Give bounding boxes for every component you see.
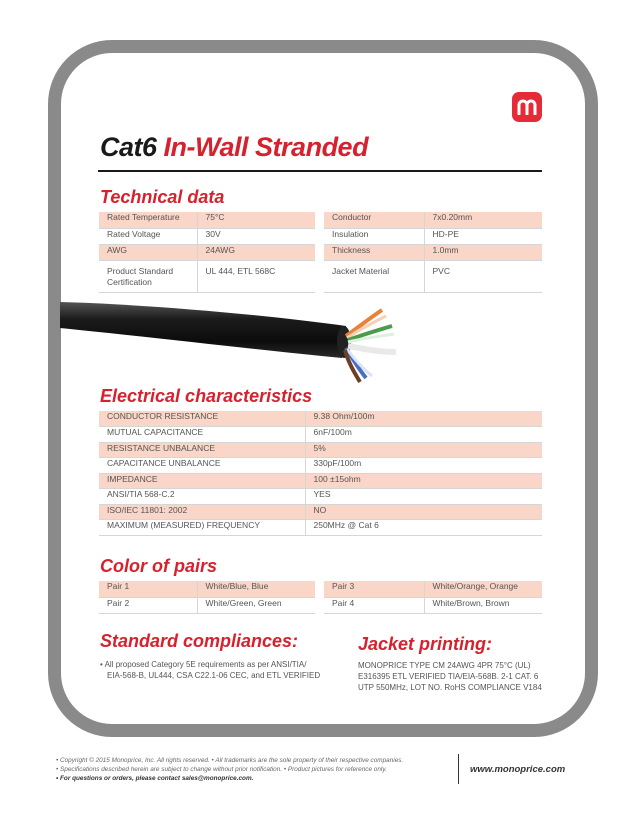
- jacket-line: MONOPRICE TYPE CM 24AWG 4PR 75°C (UL): [358, 661, 531, 670]
- pair-value: White/Orange, Orange: [424, 581, 542, 597]
- spec-label: MAXIMUM (MEASURED) FREQUENCY: [99, 520, 305, 536]
- table-row: [99, 228, 315, 244]
- spec-value: 6nF/100m: [305, 427, 542, 443]
- spec-value: 100 ±15ohm: [305, 473, 542, 489]
- table-row: [324, 597, 542, 613]
- spec-value: 7x0.20mm: [424, 212, 542, 228]
- footer-line: • Copyright © 2015 Monoprice, Inc. All rights reserved. • All trademarks are the sole property of their respective companies.: [56, 757, 404, 764]
- table-row: [99, 520, 542, 536]
- spec-value: PVC: [424, 260, 542, 292]
- compliances-line: • All proposed Category 5E requirements as per ANSI/TIA/: [100, 660, 307, 669]
- spec-label: RESISTANCE UNBALANCE: [99, 442, 305, 458]
- spec-value: HD-PE: [424, 228, 542, 244]
- pair-label: Pair 4: [324, 597, 424, 613]
- table-row: [99, 504, 542, 520]
- website-link[interactable]: www.monoprice.com: [470, 764, 566, 775]
- spec-value: 24AWG: [197, 244, 315, 260]
- pairs-table-left: [99, 581, 315, 614]
- spec-value: 75°C: [197, 212, 315, 228]
- compliances-line: EIA-568-B, UL444, CSA C22.1-06 CEC, and ETL VERIFIED: [107, 671, 321, 680]
- table-row: [99, 581, 315, 597]
- spec-label: Rated Temperature: [99, 212, 197, 228]
- spec-label: MUTUAL CAPACITANCE: [99, 427, 305, 443]
- jacket-line: E316395 ETL VERIFIED TIA/EIA-568B. 2-1 CAT. 6: [358, 672, 539, 681]
- pair-label: Pair 1: [99, 581, 197, 597]
- spec-label: Thickness: [324, 244, 424, 260]
- table-row: [324, 228, 542, 244]
- spec-value: 9.38 Ohm/100m: [305, 411, 542, 427]
- spec-value: 1.0mm: [424, 244, 542, 260]
- footer-notes: [56, 756, 403, 783]
- spec-label: Insulation: [324, 228, 424, 244]
- table-row: [99, 427, 542, 443]
- table-row: [99, 244, 315, 260]
- pair-value: White/Blue, Blue: [197, 581, 315, 597]
- pair-label: Pair 2: [99, 597, 197, 613]
- table-row: [99, 473, 542, 489]
- spec-value: 250MHz @ Cat 6: [305, 520, 542, 536]
- title-part2: In-Wall Stranded: [163, 132, 369, 162]
- spec-label: AWG: [99, 244, 197, 260]
- table-row: [99, 458, 542, 474]
- table-row: [99, 212, 315, 228]
- spec-label: CAPACITANCE UNBALANCE: [99, 458, 305, 474]
- monoprice-logo: [512, 92, 542, 122]
- technical-table-right: [324, 212, 542, 293]
- title-part1: Cat6: [100, 132, 157, 162]
- page-title: [100, 132, 368, 163]
- spec-value: NO: [305, 504, 542, 520]
- jacket-text: [358, 660, 542, 693]
- table-row: [99, 489, 542, 505]
- spec-value: UL 444, ETL 568C: [197, 260, 315, 292]
- spec-label: IMPEDANCE: [99, 473, 305, 489]
- jacket-heading: Jacket printing:: [358, 634, 493, 654]
- spec-value: 330pF/100m: [305, 458, 542, 474]
- technical-heading: Technical data: [100, 187, 225, 207]
- table-row: [99, 597, 315, 613]
- spec-value: YES: [305, 489, 542, 505]
- table-row: [324, 212, 542, 228]
- electrical-heading: Electrical characteristics: [100, 386, 313, 406]
- spec-value: 30V: [197, 228, 315, 244]
- spec-label: ISO/IEC 11801: 2002: [99, 504, 305, 520]
- table-row: [324, 260, 542, 292]
- spec-label: Rated Voltage: [99, 228, 197, 244]
- footer-line: • For questions or orders, please contact sales@monoprice.com.: [56, 775, 254, 782]
- table-row: [99, 442, 542, 458]
- table-row: [99, 411, 542, 427]
- spec-label: Jacket Material: [324, 260, 424, 292]
- pairs-heading: Color of pairs: [100, 556, 218, 576]
- spec-label: ANSI/TIA 568-C.2: [99, 489, 305, 505]
- pair-value: White/Brown, Brown: [424, 597, 542, 613]
- table-row: [324, 581, 542, 597]
- spec-label: Product Standard Certification: [99, 260, 197, 292]
- pairs-table-right: [324, 581, 542, 614]
- spec-label: Conductor: [324, 212, 424, 228]
- electrical-table: [99, 411, 542, 536]
- monoprice-m-icon: [517, 99, 537, 115]
- technical-table-left: [99, 212, 315, 293]
- title-divider: [98, 170, 542, 172]
- pair-label: Pair 3: [324, 581, 424, 597]
- table-row: [324, 244, 542, 260]
- table-row: [99, 260, 315, 292]
- pair-value: White/Green, Green: [197, 597, 315, 613]
- spec-value: 5%: [305, 442, 542, 458]
- compliances-text: [100, 659, 320, 681]
- jacket-line: UTP 550MHz, LOT NO. RoHS COMPLIANCE V184: [358, 683, 542, 692]
- footer-divider: [458, 754, 459, 784]
- compliances-heading: Standard compliances:: [100, 631, 299, 651]
- footer-line: • Specifications described herein are subject to change without prior notification. • Product pictures for reference only.: [56, 766, 387, 773]
- cable-illustration: [60, 296, 410, 396]
- spec-label: CONDUCTOR RESISTANCE: [99, 411, 305, 427]
